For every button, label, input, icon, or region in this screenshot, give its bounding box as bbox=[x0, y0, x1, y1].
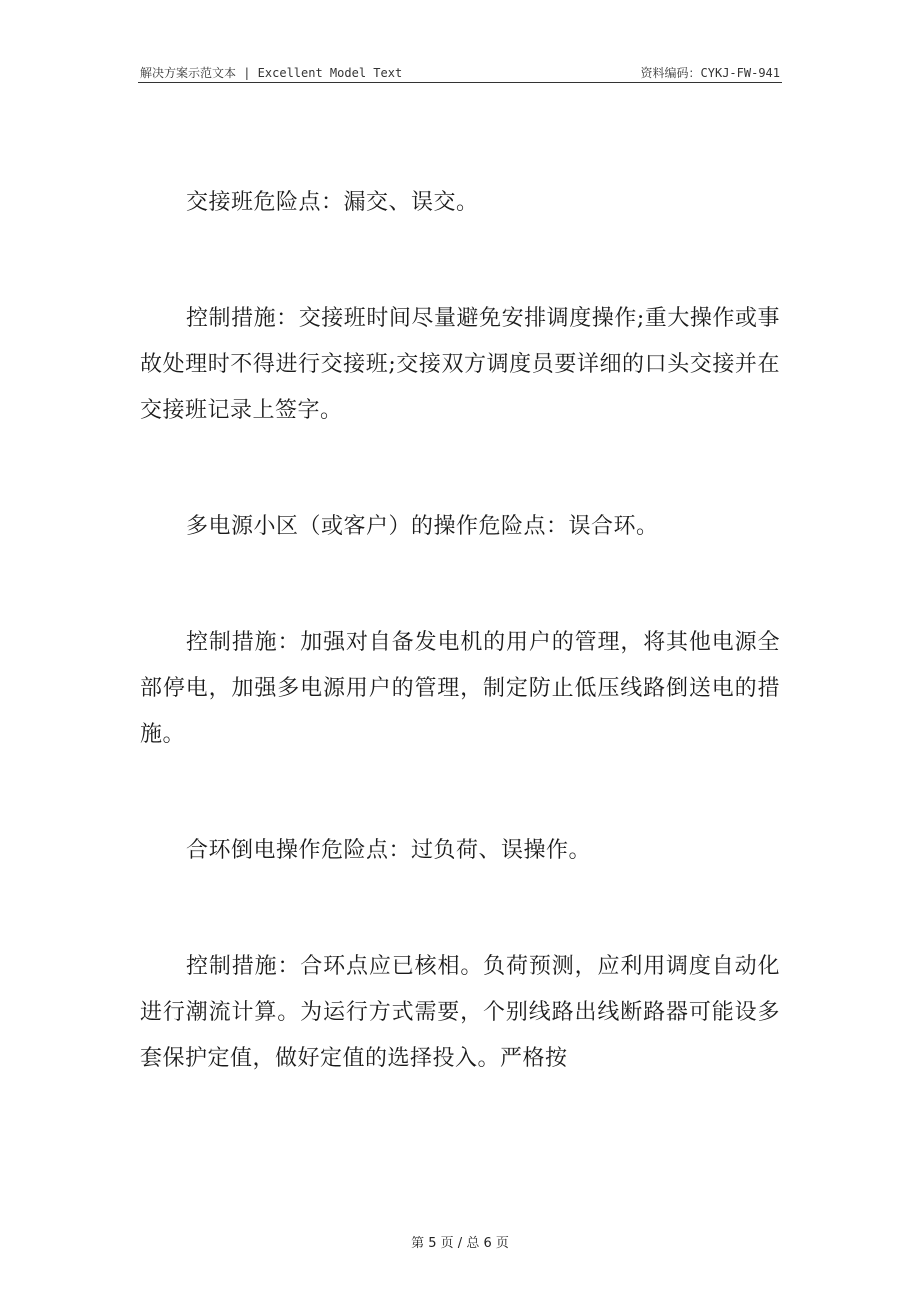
document-code: 资料编码：CYKJ-FW-941 bbox=[640, 66, 780, 80]
page-header bbox=[138, 60, 782, 83]
document-body bbox=[140, 180, 780, 1082]
page-number: 第 5 页 / 总 6 页 bbox=[411, 1236, 509, 1251]
paragraph-danger-point: 合环倒电操作危险点：过负荷、误操作。 bbox=[186, 838, 592, 863]
paragraph-control-measure: 控制措施：加强对自备发电机的用户的管理，将其他电源全部停电，加强多电源用户的管理，制定防止低压线路倒送电的措施。 bbox=[140, 630, 780, 747]
header-title: 解决方案示范文本 | Excellent Model Text bbox=[140, 66, 403, 80]
paragraph-control-measure: 控制措施：合环点应已核相。负荷预测，应利用调度自动化进行潮流计算。为运行方式需要，个别线路出线断路器可能设多套保护定值，做好定值的选择投入。严格按 bbox=[140, 954, 780, 1071]
paragraph-danger-point: 交接班危险点：漏交、误交。 bbox=[186, 190, 479, 215]
paragraph-danger-point: 多电源小区（或客户）的操作危险点：误合环。 bbox=[186, 514, 659, 539]
paragraph-control-measure: 控制措施：交接班时间尽量避免安排调度操作;重大操作或事故处理时不得进行交接班;交接双方调度员要详细的口头交接并在交接班记录上签字。 bbox=[140, 306, 780, 423]
